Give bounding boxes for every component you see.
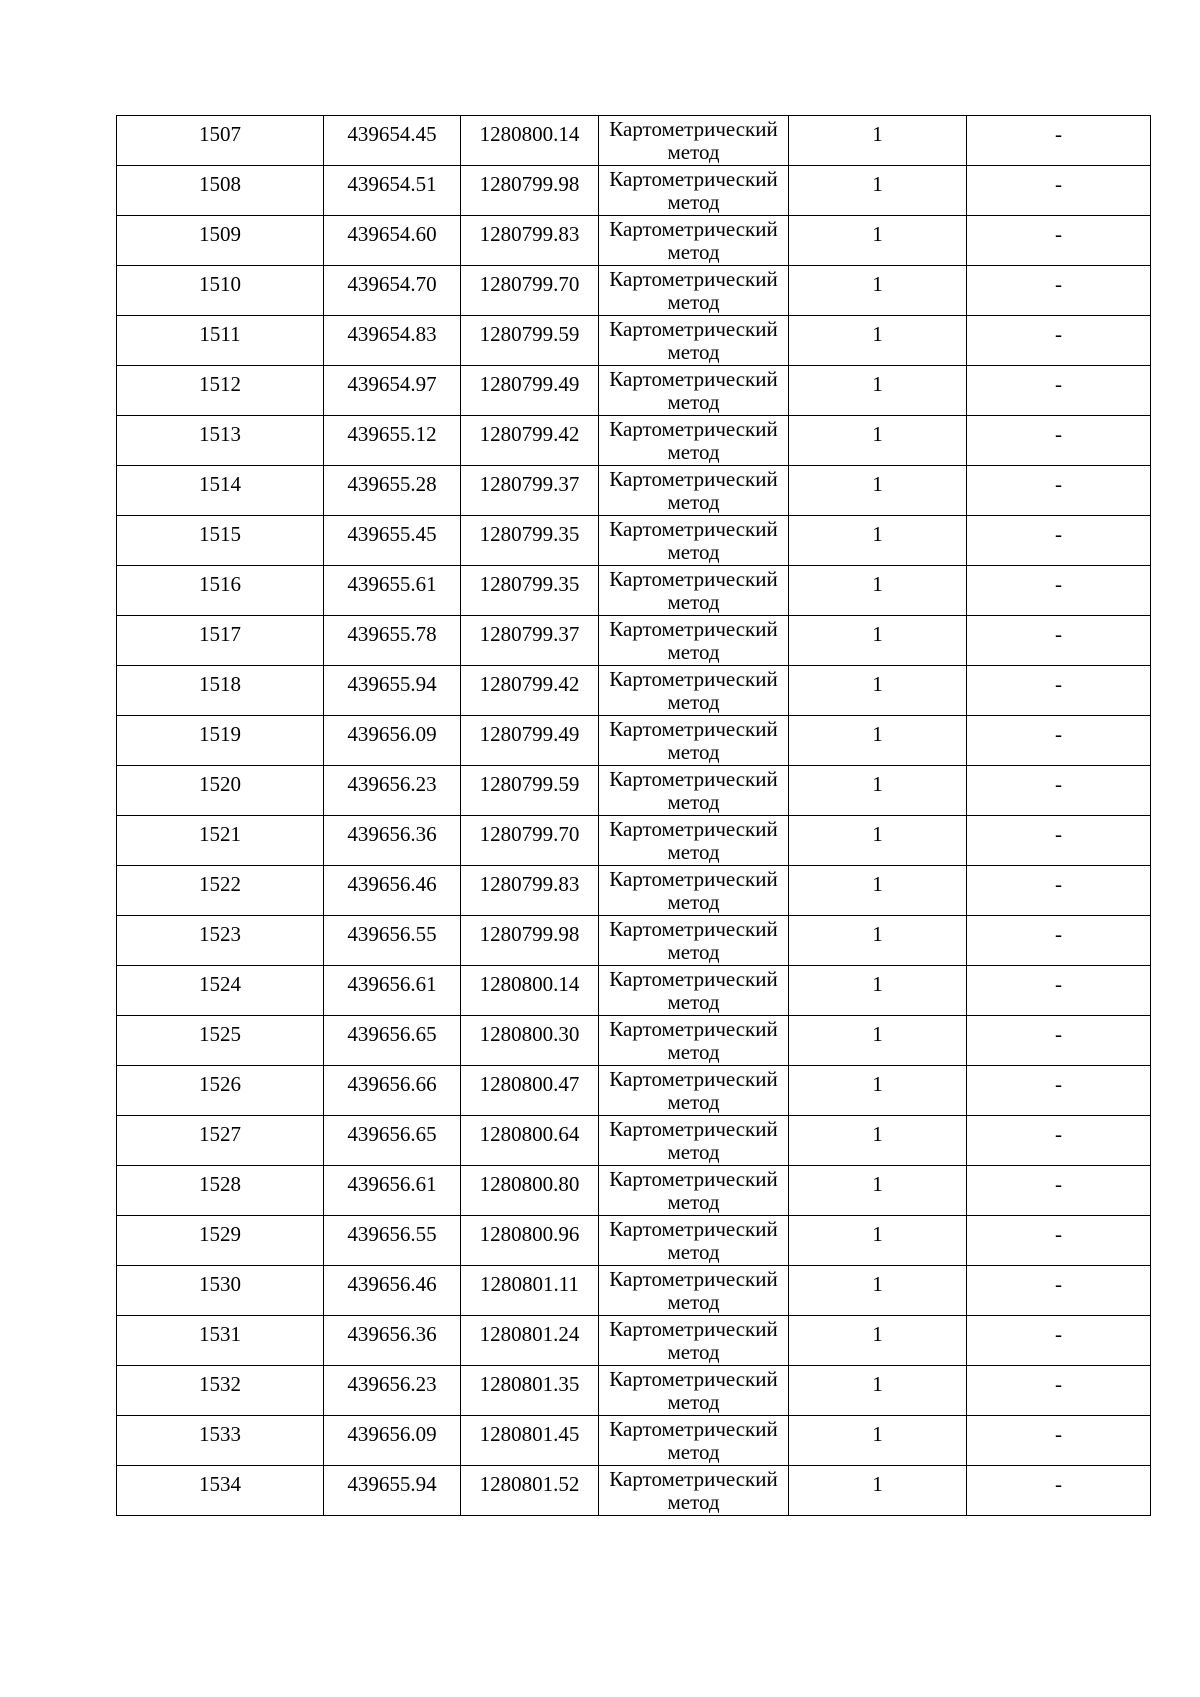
note-cell: - bbox=[967, 1016, 1151, 1066]
table-row bbox=[117, 1066, 1151, 1116]
accuracy-cell: 1 bbox=[789, 466, 967, 516]
method-line-1: Картометрический bbox=[609, 617, 778, 641]
table-row bbox=[117, 566, 1151, 616]
note-cell: - bbox=[967, 166, 1151, 216]
point-number-cell: 1514 bbox=[117, 466, 324, 516]
accuracy-cell: 1 bbox=[789, 116, 967, 166]
y-coordinate-cell: 1280799.98 bbox=[461, 916, 599, 966]
table-row bbox=[117, 466, 1151, 516]
table-row bbox=[117, 1316, 1151, 1366]
accuracy-cell: 1 bbox=[789, 166, 967, 216]
table-row bbox=[117, 966, 1151, 1016]
note-cell: - bbox=[967, 1416, 1151, 1466]
y-coordinate-cell: 1280799.70 bbox=[461, 816, 599, 866]
point-number-cell: 1529 bbox=[117, 1216, 324, 1266]
note-cell: - bbox=[967, 466, 1151, 516]
note-cell: - bbox=[967, 966, 1151, 1016]
point-number-cell: 1528 bbox=[117, 1166, 324, 1216]
note-cell: - bbox=[967, 616, 1151, 666]
point-number-cell: 1516 bbox=[117, 566, 324, 616]
point-number-cell: 1531 bbox=[117, 1316, 324, 1366]
y-coordinate-cell: 1280799.83 bbox=[461, 866, 599, 916]
note-cell: - bbox=[967, 1366, 1151, 1416]
table-row bbox=[117, 1216, 1151, 1266]
method-line-2: метод bbox=[667, 740, 720, 764]
accuracy-cell: 1 bbox=[789, 516, 967, 566]
y-coordinate-cell: 1280801.45 bbox=[461, 1416, 599, 1466]
method-line-2: метод bbox=[667, 1190, 720, 1214]
table-row bbox=[117, 116, 1151, 166]
x-coordinate-cell: 439654.60 bbox=[324, 216, 461, 266]
y-coordinate-cell: 1280800.96 bbox=[461, 1216, 599, 1266]
accuracy-cell: 1 bbox=[789, 1116, 967, 1166]
table-row bbox=[117, 1416, 1151, 1466]
note-cell: - bbox=[967, 766, 1151, 816]
accuracy-cell: 1 bbox=[789, 666, 967, 716]
method-line-1: Картометрический bbox=[609, 1417, 778, 1441]
table-row bbox=[117, 1366, 1151, 1416]
method-line-2: метод bbox=[667, 290, 720, 314]
method-line-2: метод bbox=[667, 440, 720, 464]
x-coordinate-cell: 439656.09 bbox=[324, 716, 461, 766]
x-coordinate-cell: 439655.78 bbox=[324, 616, 461, 666]
method-cell bbox=[599, 1066, 789, 1116]
y-coordinate-cell: 1280801.35 bbox=[461, 1366, 599, 1416]
x-coordinate-cell: 439655.94 bbox=[324, 1466, 461, 1516]
note-cell: - bbox=[967, 366, 1151, 416]
y-coordinate-cell: 1280800.64 bbox=[461, 1116, 599, 1166]
x-coordinate-cell: 439654.83 bbox=[324, 316, 461, 366]
method-line-1: Картометрический bbox=[609, 1117, 778, 1141]
method-line-2: метод bbox=[667, 590, 720, 614]
method-line-1: Картометрический bbox=[609, 1467, 778, 1491]
y-coordinate-cell: 1280799.49 bbox=[461, 716, 599, 766]
x-coordinate-cell: 439655.61 bbox=[324, 566, 461, 616]
method-line-2: метод bbox=[667, 240, 720, 264]
method-line-2: метод bbox=[667, 540, 720, 564]
method-line-1: Картометрический bbox=[609, 817, 778, 841]
method-line-1: Картометрический bbox=[609, 267, 778, 291]
y-coordinate-cell: 1280799.42 bbox=[461, 416, 599, 466]
note-cell: - bbox=[967, 1216, 1151, 1266]
note-cell: - bbox=[967, 1066, 1151, 1116]
method-line-1: Картометрический bbox=[609, 1017, 778, 1041]
method-line-1: Картометрический bbox=[609, 1167, 778, 1191]
method-cell bbox=[599, 566, 789, 616]
accuracy-cell: 1 bbox=[789, 816, 967, 866]
x-coordinate-cell: 439656.36 bbox=[324, 816, 461, 866]
method-cell bbox=[599, 866, 789, 916]
y-coordinate-cell: 1280800.47 bbox=[461, 1066, 599, 1116]
note-cell: - bbox=[967, 1266, 1151, 1316]
accuracy-cell: 1 bbox=[789, 1066, 967, 1116]
accuracy-cell: 1 bbox=[789, 216, 967, 266]
method-cell bbox=[599, 466, 789, 516]
note-cell: - bbox=[967, 266, 1151, 316]
table-row bbox=[117, 166, 1151, 216]
x-coordinate-cell: 439654.70 bbox=[324, 266, 461, 316]
x-coordinate-cell: 439656.61 bbox=[324, 966, 461, 1016]
method-line-2: метод bbox=[667, 1290, 720, 1314]
method-cell bbox=[599, 666, 789, 716]
y-coordinate-cell: 1280801.24 bbox=[461, 1316, 599, 1366]
method-line-1: Картометрический bbox=[609, 1067, 778, 1091]
method-line-1: Картометрический bbox=[609, 717, 778, 741]
method-line-1: Картометрический bbox=[609, 567, 778, 591]
point-number-cell: 1517 bbox=[117, 616, 324, 666]
point-number-cell: 1518 bbox=[117, 666, 324, 716]
method-line-1: Картометрический bbox=[609, 317, 778, 341]
method-cell bbox=[599, 916, 789, 966]
note-cell: - bbox=[967, 1316, 1151, 1366]
note-cell: - bbox=[967, 866, 1151, 916]
method-line-1: Картометрический bbox=[609, 1317, 778, 1341]
y-coordinate-cell: 1280799.83 bbox=[461, 216, 599, 266]
y-coordinate-cell: 1280800.80 bbox=[461, 1166, 599, 1216]
table-row bbox=[117, 1266, 1151, 1316]
method-line-2: метод bbox=[667, 790, 720, 814]
x-coordinate-cell: 439656.55 bbox=[324, 916, 461, 966]
method-cell bbox=[599, 266, 789, 316]
y-coordinate-cell: 1280800.14 bbox=[461, 966, 599, 1016]
method-line-1: Картометрический bbox=[609, 667, 778, 691]
method-cell bbox=[599, 1416, 789, 1466]
table-row bbox=[117, 516, 1151, 566]
table-row bbox=[117, 716, 1151, 766]
accuracy-cell: 1 bbox=[789, 716, 967, 766]
method-cell bbox=[599, 416, 789, 466]
table-row bbox=[117, 1466, 1151, 1516]
y-coordinate-cell: 1280799.37 bbox=[461, 466, 599, 516]
method-line-2: метод bbox=[667, 190, 720, 214]
method-cell bbox=[599, 816, 789, 866]
method-line-2: метод bbox=[667, 1040, 720, 1064]
method-line-1: Картометрический bbox=[609, 217, 778, 241]
point-number-cell: 1526 bbox=[117, 1066, 324, 1116]
method-line-2: метод bbox=[667, 990, 720, 1014]
y-coordinate-cell: 1280799.37 bbox=[461, 616, 599, 666]
note-cell: - bbox=[967, 316, 1151, 366]
y-coordinate-cell: 1280801.52 bbox=[461, 1466, 599, 1516]
method-line-2: метод bbox=[667, 390, 720, 414]
accuracy-cell: 1 bbox=[789, 916, 967, 966]
method-cell bbox=[599, 1466, 789, 1516]
y-coordinate-cell: 1280799.49 bbox=[461, 366, 599, 416]
x-coordinate-cell: 439656.65 bbox=[324, 1016, 461, 1066]
point-number-cell: 1511 bbox=[117, 316, 324, 366]
table-row bbox=[117, 416, 1151, 466]
accuracy-cell: 1 bbox=[789, 1016, 967, 1066]
method-line-1: Картометрический bbox=[609, 417, 778, 441]
point-number-cell: 1530 bbox=[117, 1266, 324, 1316]
method-line-2: метод bbox=[667, 140, 720, 164]
x-coordinate-cell: 439655.28 bbox=[324, 466, 461, 516]
accuracy-cell: 1 bbox=[789, 566, 967, 616]
note-cell: - bbox=[967, 566, 1151, 616]
point-number-cell: 1522 bbox=[117, 866, 324, 916]
accuracy-cell: 1 bbox=[789, 1316, 967, 1366]
method-line-1: Картометрический bbox=[609, 1217, 778, 1241]
method-line-2: метод bbox=[667, 890, 720, 914]
table-row bbox=[117, 916, 1151, 966]
coordinates-table-body bbox=[117, 116, 1151, 1516]
table-row bbox=[117, 216, 1151, 266]
method-line-1: Картометрический bbox=[609, 517, 778, 541]
y-coordinate-cell: 1280800.30 bbox=[461, 1016, 599, 1066]
note-cell: - bbox=[967, 666, 1151, 716]
x-coordinate-cell: 439655.94 bbox=[324, 666, 461, 716]
method-line-1: Картометрический bbox=[609, 117, 778, 141]
accuracy-cell: 1 bbox=[789, 866, 967, 916]
table-row bbox=[117, 366, 1151, 416]
method-line-2: метод bbox=[667, 640, 720, 664]
x-coordinate-cell: 439656.65 bbox=[324, 1116, 461, 1166]
method-cell bbox=[599, 216, 789, 266]
method-line-2: метод bbox=[667, 690, 720, 714]
point-number-cell: 1533 bbox=[117, 1416, 324, 1466]
accuracy-cell: 1 bbox=[789, 416, 967, 466]
note-cell: - bbox=[967, 416, 1151, 466]
method-cell bbox=[599, 1166, 789, 1216]
method-line-2: метод bbox=[667, 340, 720, 364]
point-number-cell: 1515 bbox=[117, 516, 324, 566]
note-cell: - bbox=[967, 1466, 1151, 1516]
note-cell: - bbox=[967, 116, 1151, 166]
point-number-cell: 1532 bbox=[117, 1366, 324, 1416]
table-row bbox=[117, 666, 1151, 716]
method-cell bbox=[599, 366, 789, 416]
method-line-2: метод bbox=[667, 490, 720, 514]
method-line-1: Картометрический bbox=[609, 1367, 778, 1391]
point-number-cell: 1525 bbox=[117, 1016, 324, 1066]
coordinates-table bbox=[116, 115, 1151, 1516]
method-cell bbox=[599, 1016, 789, 1066]
method-line-1: Картометрический bbox=[609, 167, 778, 191]
note-cell: - bbox=[967, 816, 1151, 866]
x-coordinate-cell: 439655.45 bbox=[324, 516, 461, 566]
point-number-cell: 1523 bbox=[117, 916, 324, 966]
table-row bbox=[117, 1016, 1151, 1066]
x-coordinate-cell: 439656.09 bbox=[324, 1416, 461, 1466]
method-line-1: Картометрический bbox=[609, 967, 778, 991]
point-number-cell: 1513 bbox=[117, 416, 324, 466]
x-coordinate-cell: 439655.12 bbox=[324, 416, 461, 466]
point-number-cell: 1527 bbox=[117, 1116, 324, 1166]
table-row bbox=[117, 866, 1151, 916]
y-coordinate-cell: 1280799.59 bbox=[461, 766, 599, 816]
point-number-cell: 1512 bbox=[117, 366, 324, 416]
method-cell bbox=[599, 516, 789, 566]
table-row bbox=[117, 266, 1151, 316]
point-number-cell: 1510 bbox=[117, 266, 324, 316]
method-line-1: Картометрический bbox=[609, 867, 778, 891]
x-coordinate-cell: 439656.46 bbox=[324, 866, 461, 916]
point-number-cell: 1534 bbox=[117, 1466, 324, 1516]
method-cell bbox=[599, 1116, 789, 1166]
table-row bbox=[117, 1116, 1151, 1166]
note-cell: - bbox=[967, 216, 1151, 266]
accuracy-cell: 1 bbox=[789, 1216, 967, 1266]
method-line-2: метод bbox=[667, 1440, 720, 1464]
accuracy-cell: 1 bbox=[789, 1166, 967, 1216]
x-coordinate-cell: 439654.51 bbox=[324, 166, 461, 216]
table-row bbox=[117, 1166, 1151, 1216]
accuracy-cell: 1 bbox=[789, 1466, 967, 1516]
x-coordinate-cell: 439656.61 bbox=[324, 1166, 461, 1216]
x-coordinate-cell: 439656.55 bbox=[324, 1216, 461, 1266]
method-line-2: метод bbox=[667, 1340, 720, 1364]
accuracy-cell: 1 bbox=[789, 316, 967, 366]
method-cell bbox=[599, 616, 789, 666]
method-cell bbox=[599, 116, 789, 166]
method-line-2: метод bbox=[667, 1090, 720, 1114]
y-coordinate-cell: 1280799.59 bbox=[461, 316, 599, 366]
table-row bbox=[117, 766, 1151, 816]
y-coordinate-cell: 1280800.14 bbox=[461, 116, 599, 166]
y-coordinate-cell: 1280799.35 bbox=[461, 566, 599, 616]
y-coordinate-cell: 1280799.42 bbox=[461, 666, 599, 716]
method-line-2: метод bbox=[667, 1490, 720, 1514]
x-coordinate-cell: 439656.23 bbox=[324, 766, 461, 816]
x-coordinate-cell: 439656.46 bbox=[324, 1266, 461, 1316]
y-coordinate-cell: 1280801.11 bbox=[461, 1266, 599, 1316]
method-line-1: Картометрический bbox=[609, 467, 778, 491]
x-coordinate-cell: 439656.36 bbox=[324, 1316, 461, 1366]
method-line-2: метод bbox=[667, 940, 720, 964]
accuracy-cell: 1 bbox=[789, 616, 967, 666]
accuracy-cell: 1 bbox=[789, 366, 967, 416]
point-number-cell: 1507 bbox=[117, 116, 324, 166]
method-cell bbox=[599, 1316, 789, 1366]
point-number-cell: 1509 bbox=[117, 216, 324, 266]
method-cell bbox=[599, 1366, 789, 1416]
method-cell bbox=[599, 1266, 789, 1316]
method-cell bbox=[599, 716, 789, 766]
method-line-1: Картометрический bbox=[609, 917, 778, 941]
y-coordinate-cell: 1280799.70 bbox=[461, 266, 599, 316]
y-coordinate-cell: 1280799.35 bbox=[461, 516, 599, 566]
x-coordinate-cell: 439656.23 bbox=[324, 1366, 461, 1416]
note-cell: - bbox=[967, 916, 1151, 966]
note-cell: - bbox=[967, 516, 1151, 566]
point-number-cell: 1521 bbox=[117, 816, 324, 866]
method-line-1: Картометрический bbox=[609, 1267, 778, 1291]
accuracy-cell: 1 bbox=[789, 1366, 967, 1416]
method-cell bbox=[599, 766, 789, 816]
x-coordinate-cell: 439654.45 bbox=[324, 116, 461, 166]
method-cell bbox=[599, 966, 789, 1016]
note-cell: - bbox=[967, 1116, 1151, 1166]
accuracy-cell: 1 bbox=[789, 1266, 967, 1316]
method-line-2: метод bbox=[667, 840, 720, 864]
method-cell bbox=[599, 316, 789, 366]
accuracy-cell: 1 bbox=[789, 1416, 967, 1466]
y-coordinate-cell: 1280799.98 bbox=[461, 166, 599, 216]
point-number-cell: 1508 bbox=[117, 166, 324, 216]
x-coordinate-cell: 439654.97 bbox=[324, 366, 461, 416]
method-line-2: метод bbox=[667, 1390, 720, 1414]
note-cell: - bbox=[967, 1166, 1151, 1216]
accuracy-cell: 1 bbox=[789, 966, 967, 1016]
method-cell bbox=[599, 166, 789, 216]
method-cell bbox=[599, 1216, 789, 1266]
table-row bbox=[117, 616, 1151, 666]
accuracy-cell: 1 bbox=[789, 766, 967, 816]
method-line-2: метод bbox=[667, 1140, 720, 1164]
x-coordinate-cell: 439656.66 bbox=[324, 1066, 461, 1116]
point-number-cell: 1524 bbox=[117, 966, 324, 1016]
point-number-cell: 1520 bbox=[117, 766, 324, 816]
point-number-cell: 1519 bbox=[117, 716, 324, 766]
note-cell: - bbox=[967, 716, 1151, 766]
table-row bbox=[117, 316, 1151, 366]
accuracy-cell: 1 bbox=[789, 266, 967, 316]
method-line-1: Картометрический bbox=[609, 767, 778, 791]
method-line-2: метод bbox=[667, 1240, 720, 1264]
table-row bbox=[117, 816, 1151, 866]
method-line-1: Картометрический bbox=[609, 367, 778, 391]
